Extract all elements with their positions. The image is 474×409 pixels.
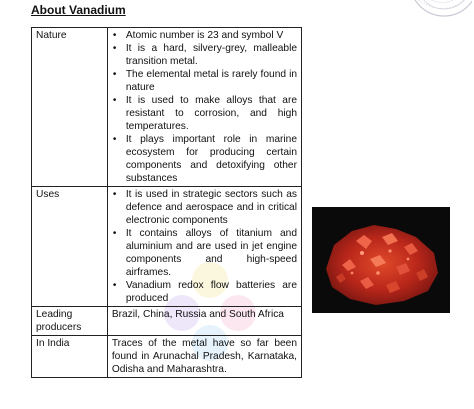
institute-seal-logo: [404, 0, 472, 20]
table-row-leading-producers: [32, 307, 302, 336]
vanadinite-mineral-photo: [312, 207, 450, 313]
list-item: • It is used in strategic sectors such as defence and aerospace and in critical electronic components: [112, 188, 297, 227]
table-row-nature: [32, 28, 302, 187]
table-row-uses: [32, 187, 302, 307]
row-content: Traces of the metal have so far been found in Arunachal Pradesh, Karnataka, Odisha and Maharashtra.: [107, 336, 301, 378]
list-item: • It contains alloys of titanium and aluminium and are used in jet engine components and high-speed airframes.: [112, 227, 297, 279]
list-item: • The elemental metal is rarely found in nature: [112, 68, 297, 94]
list-item: • Atomic number is 23 and symbol V: [112, 29, 297, 42]
row-content: [107, 28, 301, 187]
row-label: In India: [32, 336, 108, 378]
list-item: • It is a hard, silvery-grey, malleable transition metal.: [112, 42, 297, 68]
row-content: Brazil, China, Russia and South Africa: [107, 307, 301, 336]
row-label: Uses: [32, 187, 108, 307]
list-item: • It is used to make alloys that are resistant to corrosion, and high temperatures.: [112, 94, 297, 133]
row-content: [107, 187, 301, 307]
row-label: Leading producers: [32, 307, 108, 336]
bullet-list: [112, 188, 297, 305]
vanadium-info-table: [31, 27, 302, 378]
row-label: Nature: [32, 28, 108, 187]
table-row-in-india: [32, 336, 302, 378]
bullet-list: [112, 29, 297, 185]
page-title: About Vanadium: [31, 3, 126, 17]
list-item: • It plays important role in marine ecosystem for producing certain components and detoxifying other substances: [112, 133, 297, 185]
list-item: • Vanadium redox flow batteries are produced: [112, 279, 297, 305]
